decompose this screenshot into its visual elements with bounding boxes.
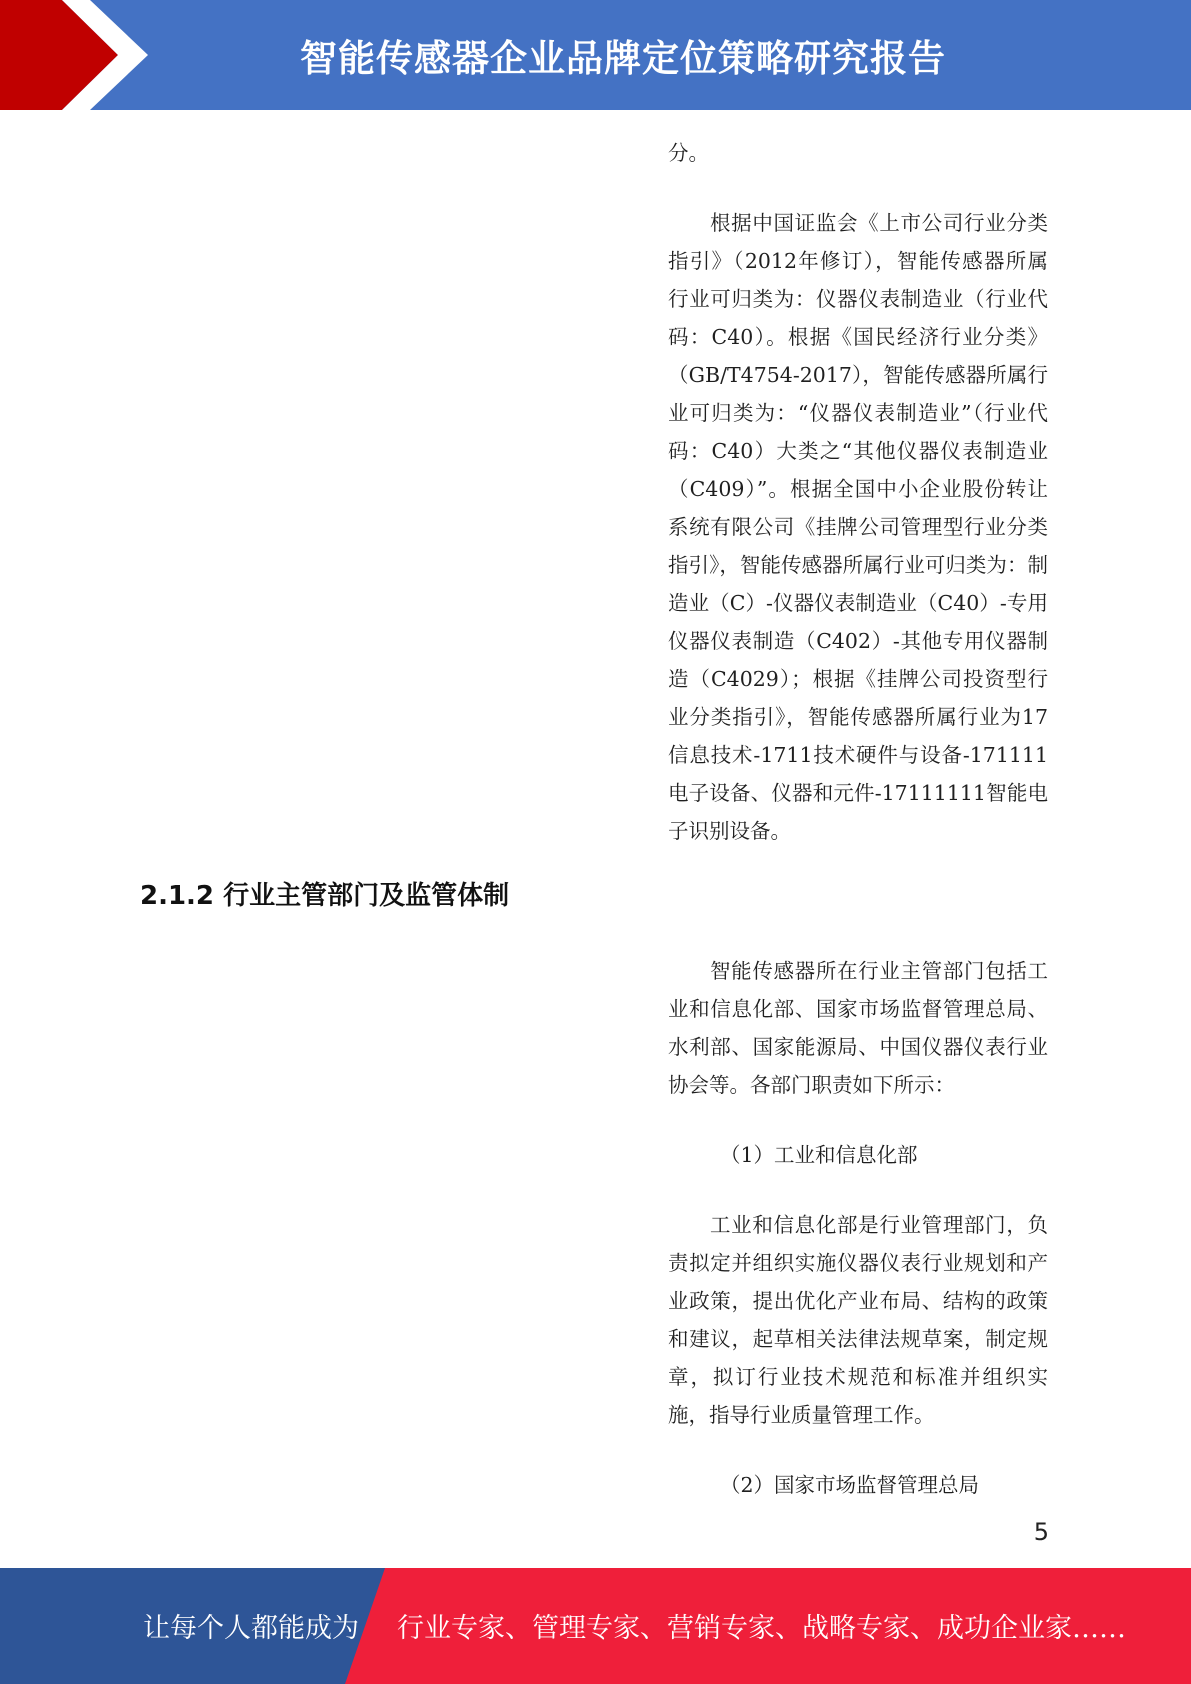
footer-band <box>0 1568 1191 1684</box>
paragraph-industry-classification: 根据中国证监会《上市公司行业分类指引》（2012年修订），智能传感器所属行业可归类为：仪器仪表制造业（行业代码：C40）。根据《国民经济行业分类》（GB/T4754-2017），智能传感器所属行业可归类为：“仪器仪表制造业”（行业代码：C40）大类之“其他仪器仪表制造业（C409）”。根据全国中小企业股份转让系统有限公司《挂牌公司管理型行业分类指引》，智能传感器所属行业可归类为：制造业（C）-仪器仪表制造业（C40）-专用仪器仪表制造（C402）-其他专用仪器制造（C4029）；根据《挂牌公司投资型行业分类指引》，智能传感器所属行业为17信息技术-1711技术硬件与设备-171111电子设备、仪器和元件-17111111智能电子识别设备。 <box>668 211 1048 843</box>
list-item-samr: （2）国家市场监督管理总局 <box>720 1473 980 1497</box>
header-banner <box>0 0 1191 110</box>
report-title: 智能传感器企业品牌定位策略研究报告 <box>300 37 946 80</box>
body-column-bottom <box>668 952 1048 1536</box>
section-heading: 2.1.2 行业主管部门及监管体制 <box>140 881 510 911</box>
footer-slogan-left: 让每个人都能成为 <box>143 1613 359 1644</box>
chevron-arrow-icon <box>0 0 160 110</box>
paragraph-continuation: 分。 <box>668 141 709 165</box>
paragraph-miit-duties: 工业和信息化部是行业管理部门，负责拟定并组织实施仪器仪表行业规划和产业政策，提出优化产业布局、结构的政策和建议，起草相关法律法规草案，制定规章，拟订行业技术规范和标准并组织实施，指导行业质量管理工作。 <box>668 1213 1048 1427</box>
body-column-top <box>668 134 1048 882</box>
footer-slogan-right: 行业专家、管理专家、营销专家、战略专家、成功企业家…… <box>397 1613 1126 1644</box>
page-number: 5 <box>1033 1518 1049 1546</box>
paragraph-authorities: 智能传感器所在行业主管部门包括工业和信息化部、国家市场监督管理总局、水利部、国家能源局、中国仪器仪表行业协会等。各部门职责如下所示： <box>668 959 1048 1097</box>
list-item-miit: （1）工业和信息化部 <box>720 1143 918 1167</box>
